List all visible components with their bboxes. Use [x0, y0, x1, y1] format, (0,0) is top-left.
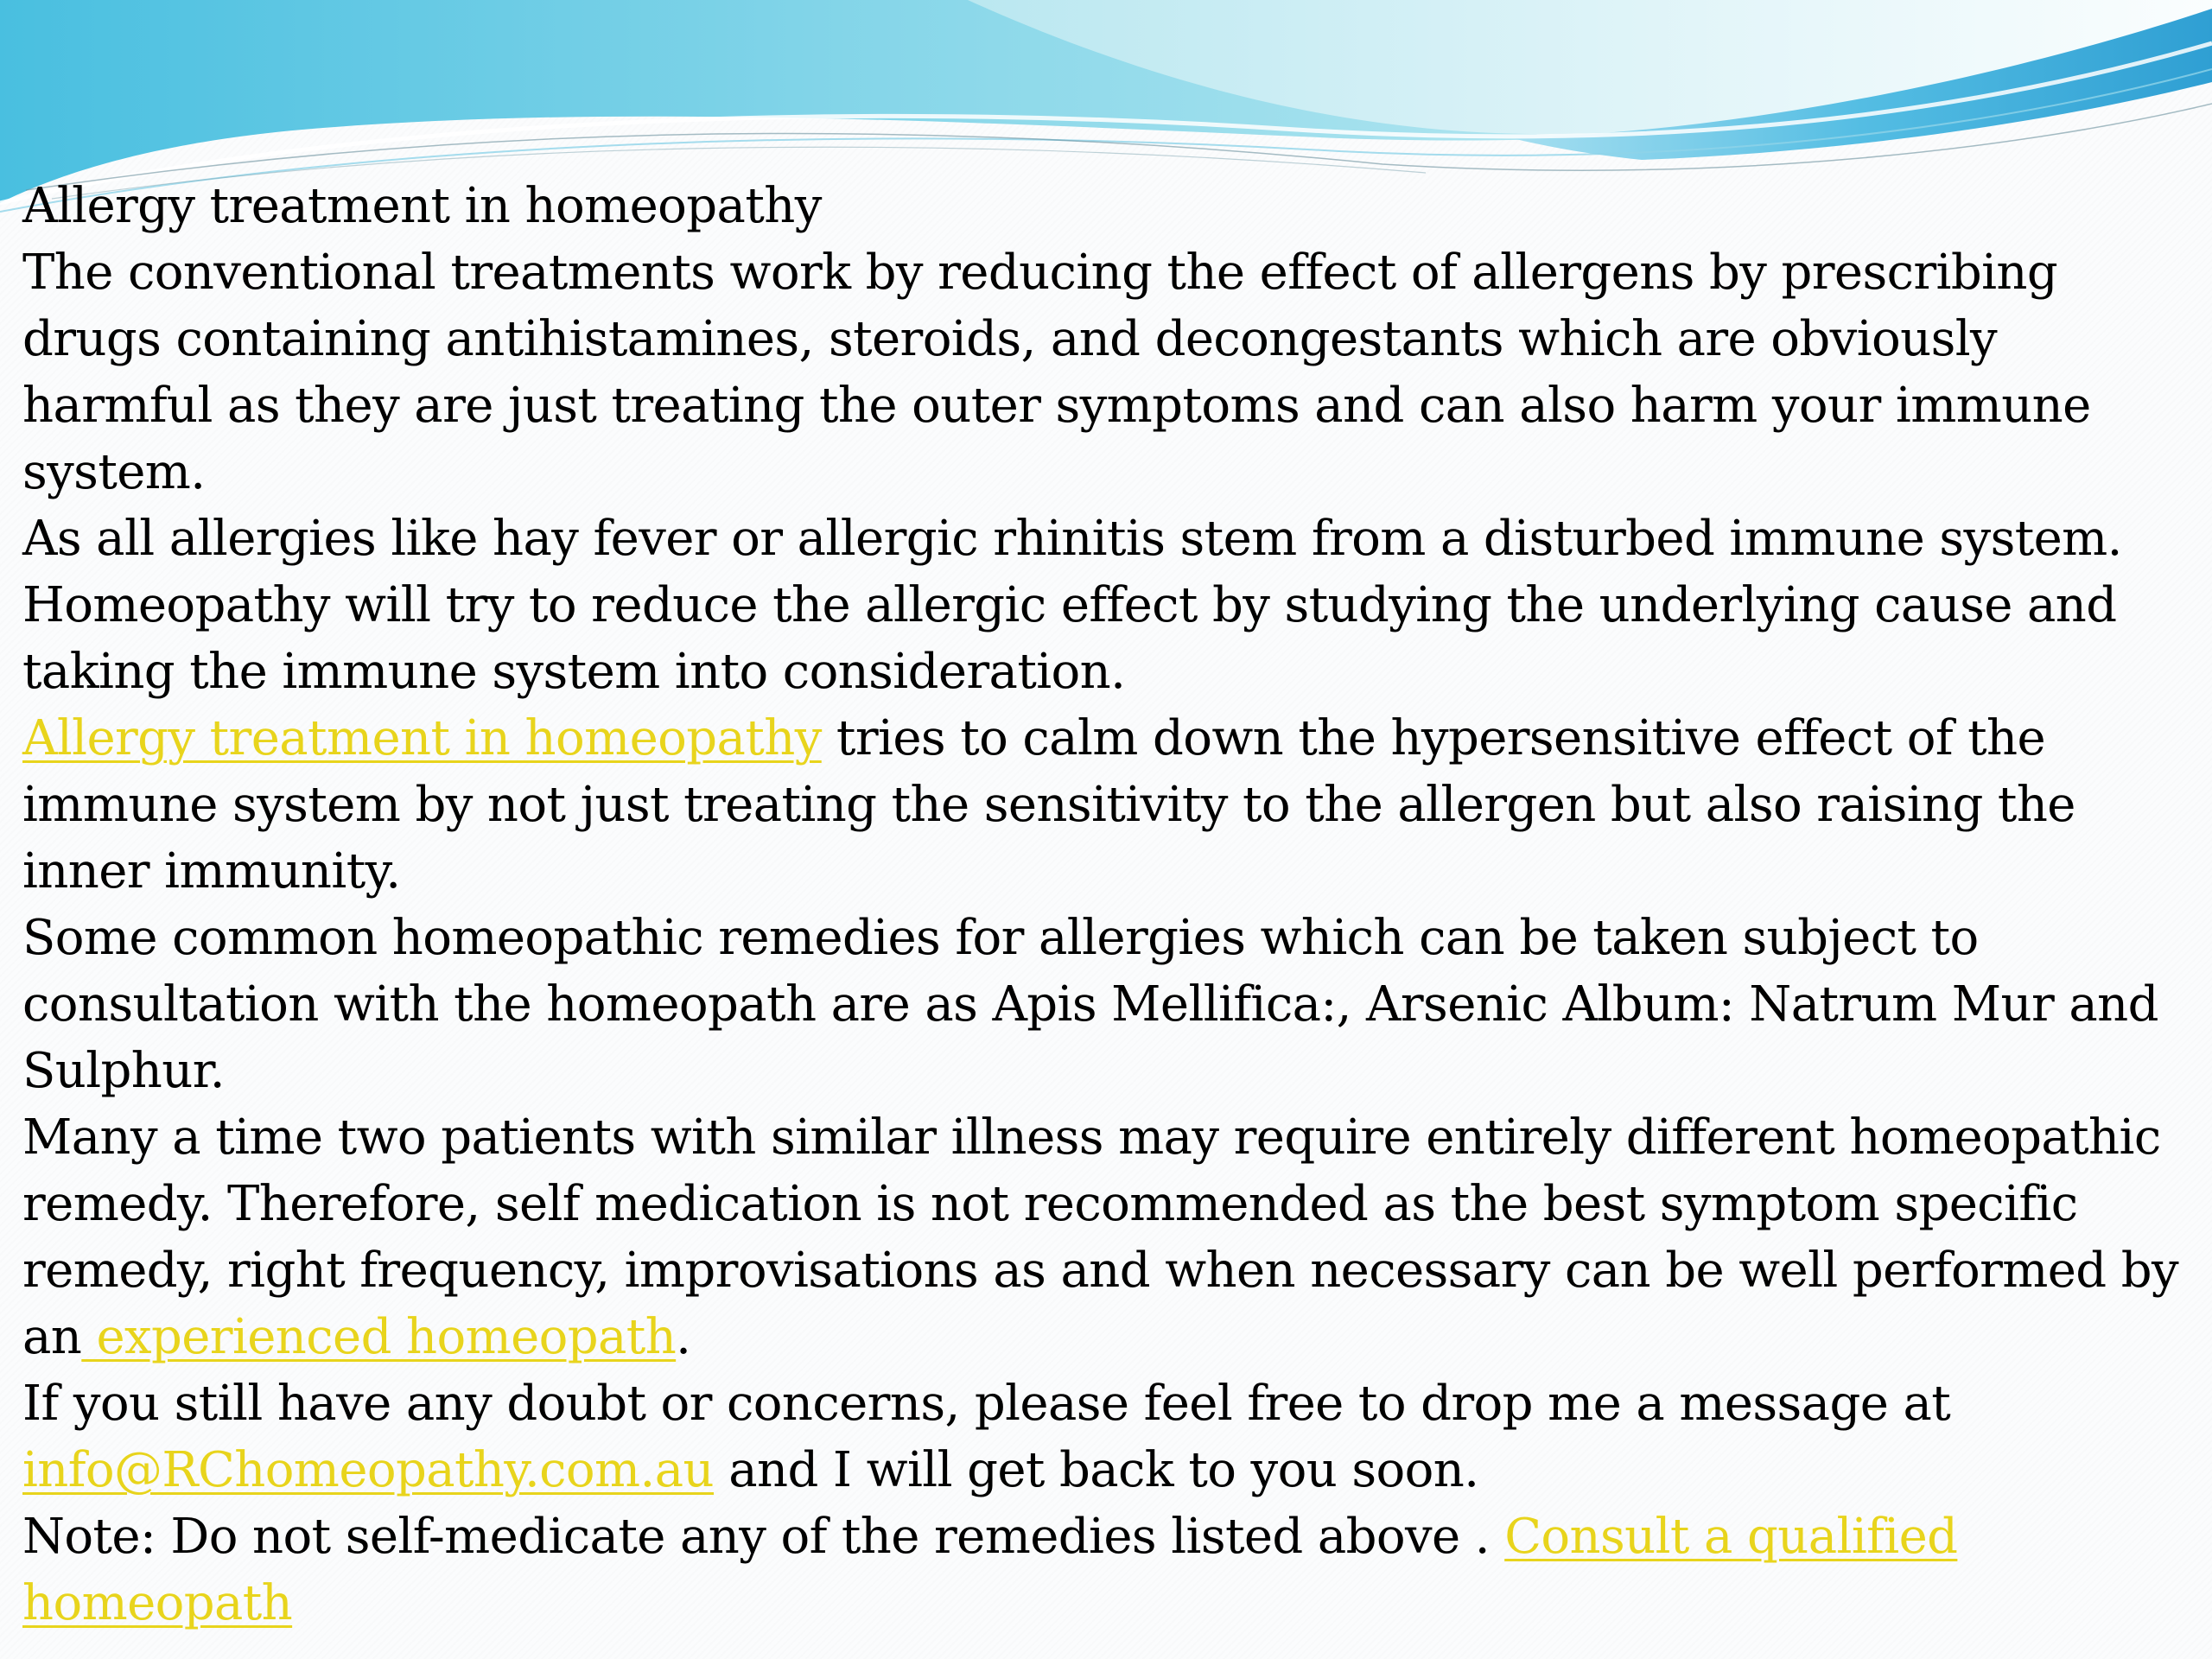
paragraph-self-medication — [22, 1104, 2183, 1370]
paragraph-text: and I will get back to you soon. — [714, 1442, 1479, 1498]
paragraph-note — [22, 1503, 2183, 1637]
paragraph-text: If you still have any doubt or concerns, please feel free to drop me a message at — [22, 1376, 1951, 1432]
slide-body — [22, 173, 2183, 1637]
paragraph-contact — [22, 1370, 2183, 1503]
paragraph-common-remedies: Some common homeopathic remedies for allergies which can be taken subject to consultation with the homeopath are as Apis Mellifica:, Arsenic Album: Natrum Mur and Sulphur. — [22, 910, 2158, 1099]
paragraph-text: Many a time two patients with similar illness may require entirely different homeopathic remedy. Therefore, self medication is not recommended as the best symptom specific remedy, right frequency, improvisations as and when necessary can be well performed by an — [22, 1109, 2179, 1365]
paragraph-hypersensitive-effect — [22, 705, 2183, 905]
paragraph-conventional-treatments: The conventional treatments work by reducing the effect of allergens by prescribing drugs containing antihistamines, steroids, and decongestants which are obviously harmful as they are just treating the outer symptoms and can also harm your immune system. — [22, 245, 2091, 500]
consult-homeopath-link[interactable]: Consult a qualified homeopath — [22, 1509, 1958, 1631]
paragraph-text: . — [676, 1309, 691, 1365]
paragraph-immune-system: As all allergies like hay fever or allergic rhinitis stem from a disturbed immune system. Homeopathy will try to reduce the allergic effect by studying the underlying cause and taking the immune system into consideration. — [22, 511, 2122, 700]
experienced-homeopath-link[interactable]: experienced homeopath — [81, 1309, 677, 1365]
allergy-treatment-link[interactable]: Allergy treatment in homeopathy — [22, 710, 822, 766]
paragraph-text: Note: Do not self-medicate any of the remedies listed above . — [22, 1509, 1505, 1565]
email-link[interactable]: info@RChomeopathy.com.au — [22, 1442, 715, 1498]
slide-title: Allergy treatment in homeopathy — [22, 178, 822, 234]
paragraph-text: tries to calm down the hypersensitive effect of the immune system by not just treating the sensitivity to the allergen but also raising the inner immunity. — [22, 710, 2075, 899]
